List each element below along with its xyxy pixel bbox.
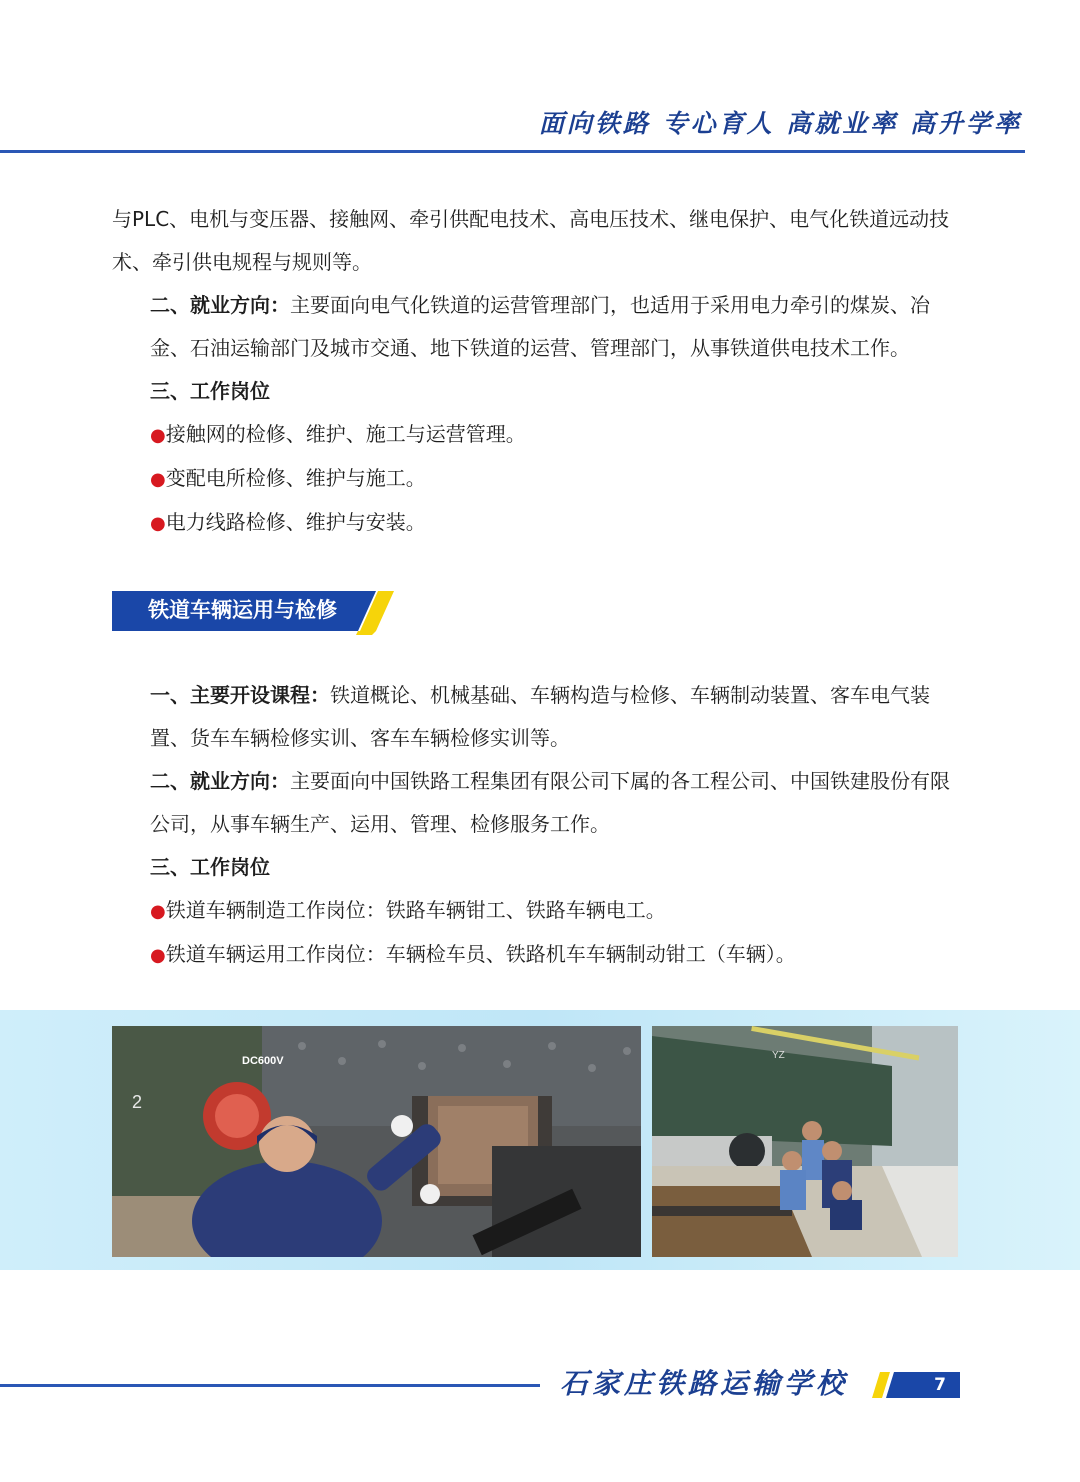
job-item-text: 铁道车辆运用工作岗位：车辆检车员、铁路机车车辆制动钳工（车辆）。: [165, 942, 796, 966]
bullet-icon: ●: [150, 945, 166, 966]
section1-content: [112, 198, 962, 545]
list-item: [112, 413, 962, 457]
job-item-text: 变配电所检修、维护与施工。: [165, 466, 426, 490]
page-number-tab: [872, 1372, 960, 1398]
list-item: [112, 457, 962, 501]
bogie-maintenance-illustration: [112, 1026, 641, 1257]
employment-text: 主要面向电气化铁道的运营管理部门，也适用于采用电力牵引的煤炭、冶金、石油运输部门及城市交通、地下铁道的运营、管理部门，从事铁道供电技术工作。: [150, 293, 930, 360]
employment-label: 二、就业方向：: [150, 293, 290, 317]
photo-bogie-maintenance: [112, 1026, 641, 1257]
locomotive-voltage-label: DC600V: [242, 1055, 284, 1067]
job-item-text: 铁道车辆制造工作岗位：铁路车辆钳工、铁路车辆电工。: [165, 898, 666, 922]
section2-content: [112, 674, 962, 977]
courses-label: 一、主要开设课程：: [150, 683, 330, 707]
page-tab-shape: [872, 1372, 960, 1398]
bullet-icon: ●: [150, 469, 166, 490]
header-slogan: 面向铁路 专心育人 高就业率 高升学率: [538, 109, 1022, 138]
list-item: [112, 933, 962, 977]
carriage-marking: YZ: [772, 1050, 785, 1061]
courses-text: 铁道概论、机械基础、车辆构造与检修、车辆制动装置、客车电气装置、货车车辆检修实训、客车车辆检修实训等。: [150, 683, 930, 750]
school-name: 石家庄铁路运输学校: [560, 1367, 849, 1400]
bullet-icon: ●: [150, 513, 166, 534]
job-item-text: 接触网的检修、维护、施工与运营管理。: [165, 422, 526, 446]
employment-paragraph: [112, 760, 962, 846]
workshop-inspection-illustration: [652, 1026, 958, 1257]
list-item: [112, 501, 962, 545]
footer-divider: [0, 1384, 540, 1387]
jobs-heading: 三、工作岗位: [150, 379, 270, 403]
employment-paragraph: [112, 284, 962, 370]
job-item-text: 电力线路检修、维护与安装。: [165, 510, 426, 534]
section-title: 铁道车辆运用与检修: [148, 598, 337, 622]
bullet-icon: ●: [150, 901, 166, 922]
employment-label: 二、就业方向：: [150, 769, 290, 793]
locomotive-number: 2: [132, 1092, 143, 1112]
section-banner: [112, 589, 394, 635]
list-item: [112, 889, 962, 933]
employment-text: 主要面向中国铁路工程集团有限公司下属的各工程公司、中国铁建股份有限公司，从事车辆生产、运用、管理、检修服务工作。: [150, 769, 950, 836]
jobs-heading: 三、工作岗位: [150, 855, 270, 879]
header-divider: [0, 150, 1025, 153]
courses-continuation: 与PLC、电机与变压器、接触网、牵引供配电技术、高电压技术、继电保护、电气化铁道远动技术、牵引供电规程与规则等。: [112, 207, 950, 274]
page-number: 7: [934, 1375, 946, 1395]
bullet-icon: ●: [150, 425, 166, 446]
courses-paragraph: [112, 674, 962, 760]
photo-workshop-inspection: [652, 1026, 958, 1257]
